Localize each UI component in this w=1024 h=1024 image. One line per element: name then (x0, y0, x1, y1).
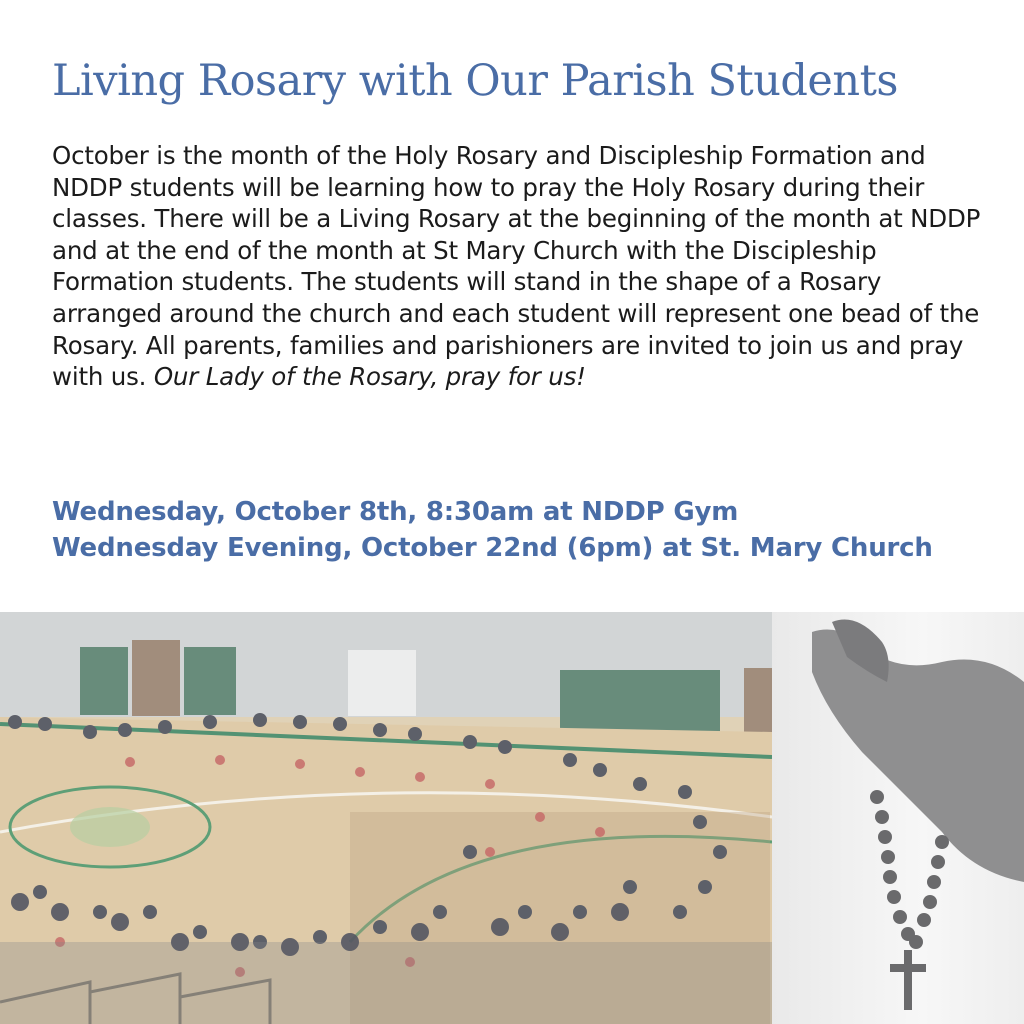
event-st-mary: Wednesday Evening, October 22nd (6pm) at St. Mary Church (52, 533, 933, 563)
gym-photo (0, 612, 772, 1024)
description-paragraph (52, 140, 982, 393)
description-text: October is the month of the Holy Rosary and Discipleship Formation and NDDP students will be learning how to pray the Holy Rosary during their classes. There will be a Living Rosary at the beginning of the month at NDDP and at the end of the month at St Mary Church with the Discipleship Formation students. The students will stand in the shape of a Rosary arranged around the church and each student will represent one bead of the Rosary. All parents, families and parishioners are invited to join us and pray with us. (52, 141, 981, 392)
gym-illustration (0, 612, 772, 1024)
event-list (52, 494, 982, 566)
praying-hands-photo (772, 612, 1024, 1024)
praying-hands-illustration (772, 612, 1024, 1024)
event-nddp: Wednesday, October 8th, 8:30am at NDDP Gym (52, 497, 739, 527)
page-title: Living Rosary with Our Parish Students (52, 56, 898, 106)
closing-prayer: Our Lady of the Rosary, pray for us! (153, 362, 586, 392)
